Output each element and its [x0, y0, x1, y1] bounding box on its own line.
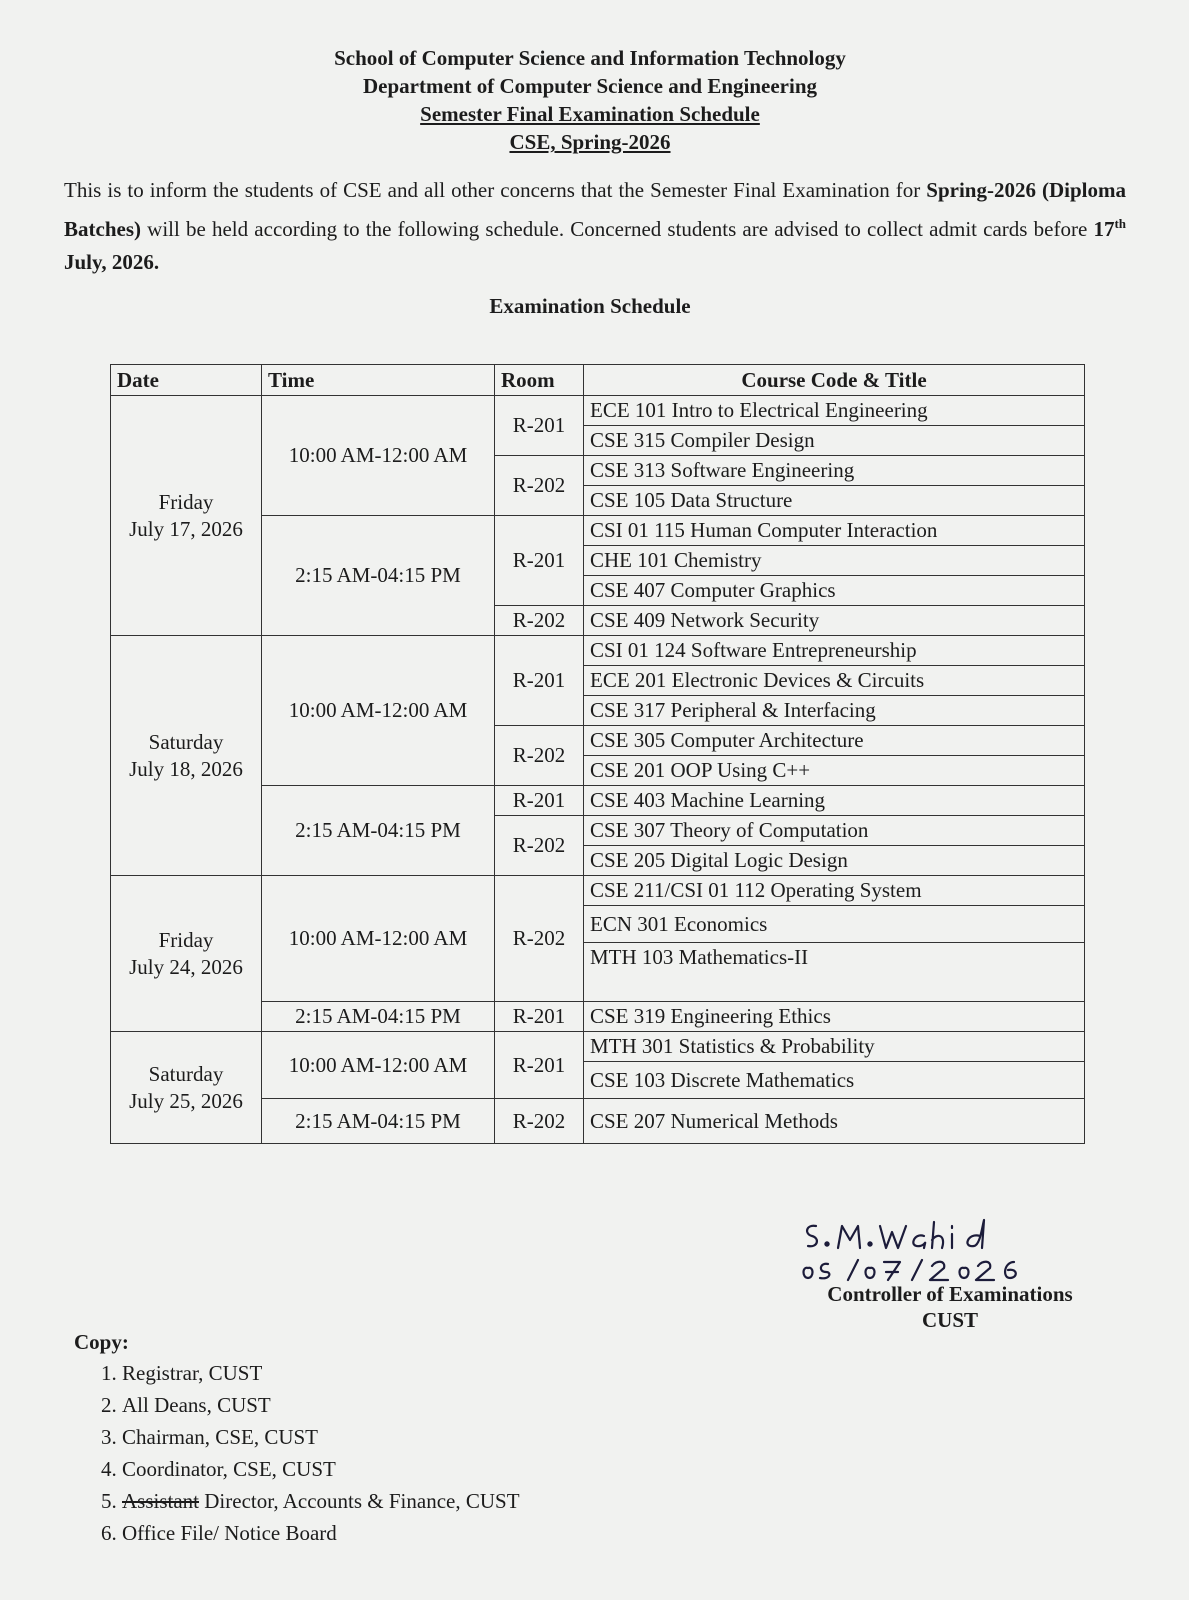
course-cell: CSE 313 Software Engineering: [584, 456, 1085, 486]
date-cell: [111, 636, 262, 876]
schedule-title: Examination Schedule: [489, 294, 691, 318]
handwritten-signature: [800, 1218, 1100, 1282]
room-cell: R-202: [495, 456, 584, 516]
intro-text-2: will be held according to the following schedule. Concerned students are advised to collect admit cards before: [141, 217, 1094, 241]
course-cell: CSE 319 Engineering Ethics: [584, 1002, 1085, 1032]
room-cell: R-202: [495, 606, 584, 636]
room-cell: R-202: [495, 726, 584, 786]
course-cell: CSE 205 Digital Logic Design: [584, 846, 1085, 876]
list-item: 3. Chairman, CSE, CUST: [122, 1421, 520, 1453]
course-cell: CSE 211/CSI 01 112 Operating System: [584, 876, 1085, 906]
header-room: Room: [495, 365, 584, 396]
course-cell: CSE 105 Data Structure: [584, 486, 1085, 516]
table-row: [111, 1032, 1085, 1062]
course-cell: CHE 101 Chemistry: [584, 546, 1085, 576]
course-cell: CSE 317 Peripheral & Interfacing: [584, 696, 1085, 726]
list-item: 2. All Deans, CUST: [122, 1389, 520, 1421]
room-cell: R-201: [495, 786, 584, 816]
room-cell: R-202: [495, 1099, 584, 1144]
course-cell: CSE 403 Machine Learning: [584, 786, 1085, 816]
header-time: Time: [262, 365, 495, 396]
course-cell: CSI 01 115 Human Computer Interaction: [584, 516, 1085, 546]
list-item: [122, 1485, 520, 1517]
course-cell: ECE 201 Electronic Devices & Circuits: [584, 666, 1085, 696]
department-name: Department of Computer Science and Engineering: [363, 74, 817, 98]
time-cell: 10:00 AM-12:00 AM: [262, 396, 495, 516]
time-cell: 10:00 AM-12:00 AM: [262, 876, 495, 1002]
weekday: Saturday: [148, 1061, 224, 1086]
list-item: 4. Coordinator, CSE, CUST: [122, 1453, 520, 1485]
list-item: 1. Registrar, CUST: [122, 1357, 520, 1389]
time-cell: 2:15 AM-04:15 PM: [262, 516, 495, 636]
table-row: [111, 396, 1085, 426]
notice-header: [0, 44, 1180, 156]
header-date: Date: [111, 365, 262, 396]
course-cell: CSE 307 Theory of Computation: [584, 816, 1085, 846]
table-row: [111, 876, 1085, 906]
deadline-day: 17: [1093, 217, 1115, 241]
time-cell: 2:15 AM-04:15 PM: [262, 1099, 495, 1144]
course-cell: ECE 101 Intro to Electrical Engineering: [584, 396, 1085, 426]
intro-text-1: This is to inform the students of CSE and all other concerns that the Semester Final Examination for: [64, 178, 927, 202]
date-cell: [111, 876, 262, 1032]
intro-paragraph: [64, 174, 1126, 279]
date: July 17, 2026: [129, 516, 243, 541]
signatory-org: CUST: [921, 1308, 979, 1332]
course-cell: CSI 01 124 Software Entrepreneurship: [584, 636, 1085, 666]
time-cell: 2:15 AM-04:15 PM: [262, 1002, 495, 1032]
course-cell: CSE 103 Discrete Mathematics: [584, 1062, 1085, 1099]
course-cell: CSE 207 Numerical Methods: [584, 1099, 1085, 1144]
table-header-row: [111, 365, 1085, 396]
date-cell: [111, 396, 262, 636]
room-cell: R-202: [495, 816, 584, 876]
course-cell: ECN 301 Economics: [584, 906, 1085, 943]
copy-list: [74, 1330, 520, 1549]
room-cell: R-201: [495, 636, 584, 726]
signature-block: [800, 1218, 1100, 1334]
course-cell: MTH 103 Mathematics-II: [584, 943, 1085, 1002]
date: July 18, 2026: [129, 756, 243, 781]
course-cell: CSE 407 Computer Graphics: [584, 576, 1085, 606]
deadline-suffix: th: [1114, 216, 1126, 231]
course-cell: CSE 409 Network Security: [584, 606, 1085, 636]
exam-schedule-table: [110, 364, 1085, 1144]
struck-word: Assistant: [122, 1489, 200, 1513]
course-cell: CSE 315 Compiler Design: [584, 426, 1085, 456]
time-cell: 10:00 AM-12:00 AM: [262, 636, 495, 786]
weekday: Friday: [158, 489, 214, 514]
weekday: Saturday: [148, 729, 224, 754]
deadline-rest: July, 2026.: [64, 250, 160, 274]
room-cell: R-201: [495, 1032, 584, 1099]
room-cell: R-201: [495, 396, 584, 456]
signatory-title: Controller of Examinations: [827, 1282, 1073, 1306]
weekday: Friday: [158, 927, 214, 952]
course-cell: CSE 305 Computer Architecture: [584, 726, 1085, 756]
date: July 24, 2026: [129, 954, 243, 979]
copy-title: Copy:: [74, 1330, 129, 1354]
room-cell: R-201: [495, 516, 584, 606]
notice-title: Semester Final Examination Schedule: [420, 102, 760, 126]
list-item: 6. Office File/ Notice Board: [122, 1517, 520, 1549]
notice-subtitle: CSE, Spring-2026: [509, 130, 671, 154]
room-cell: R-201: [495, 1002, 584, 1032]
date-cell: [111, 1032, 262, 1144]
course-cell: MTH 301 Statistics & Probability: [584, 1032, 1085, 1062]
date: July 25, 2026: [129, 1088, 243, 1113]
time-cell: 2:15 AM-04:15 PM: [262, 786, 495, 876]
course-cell: CSE 201 OOP Using C++: [584, 756, 1085, 786]
list-item-text: Director, Accounts & Finance, CUST: [204, 1489, 520, 1513]
intro-batch: Spring-2026 (Diploma Batches): [64, 178, 1127, 241]
room-cell: R-202: [495, 876, 584, 1002]
table-row: [111, 636, 1085, 666]
time-cell: 10:00 AM-12:00 AM: [262, 1032, 495, 1099]
school-name: School of Computer Science and Information Technology: [334, 46, 846, 70]
header-course: Course Code & Title: [584, 365, 1085, 396]
